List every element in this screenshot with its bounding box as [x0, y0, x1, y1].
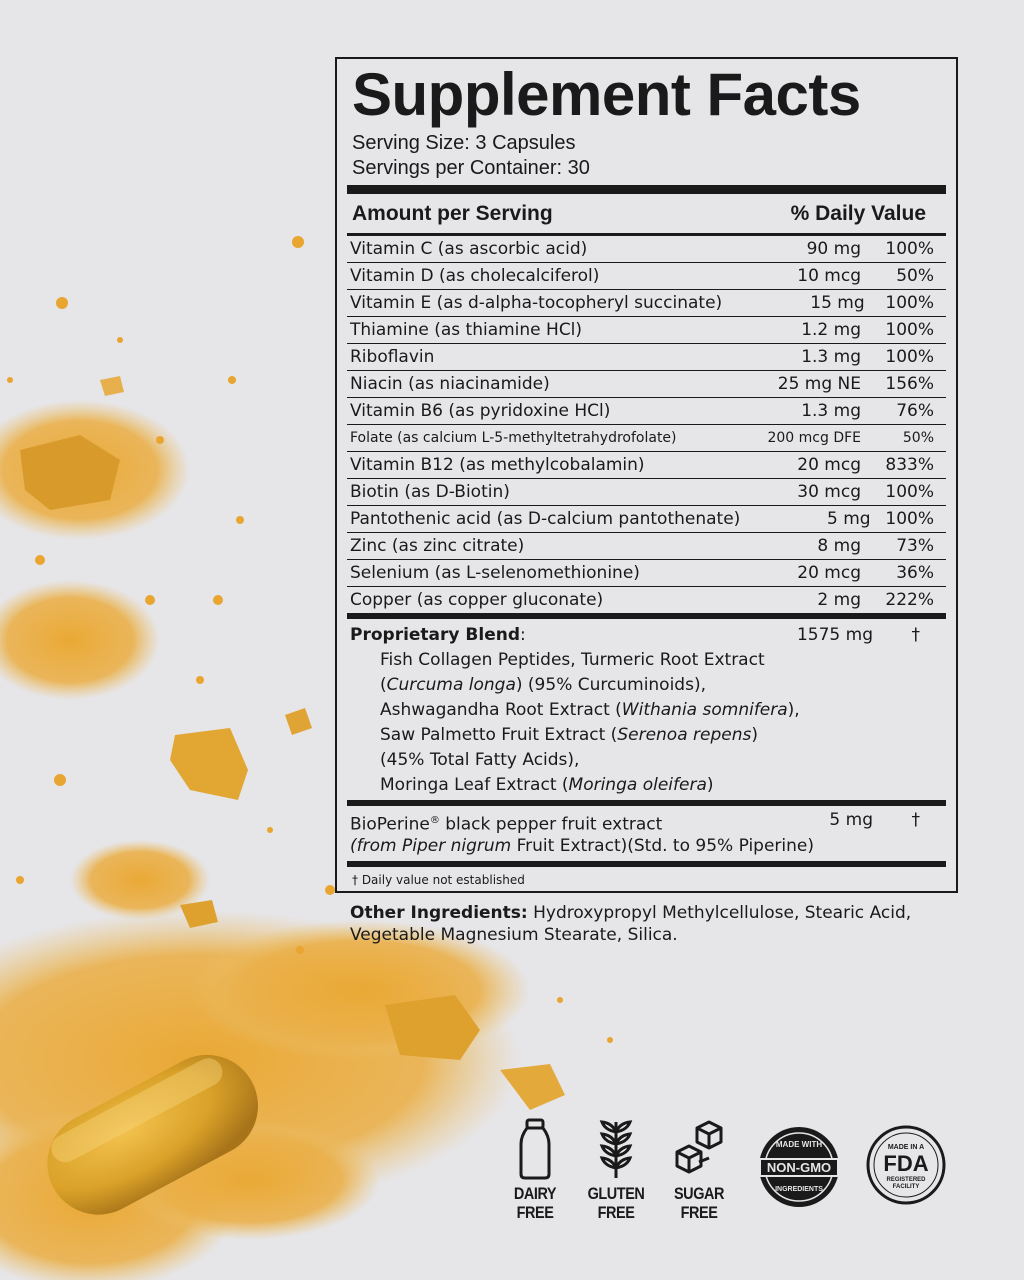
nutrient-row — [347, 506, 946, 533]
nutrient-row — [347, 425, 946, 452]
nutrient-name: Copper (as copper gluconate) — [350, 590, 604, 610]
nutrient-daily-value: 833% — [885, 455, 934, 475]
bioperine-amount: 5 mg — [829, 810, 873, 830]
supplement-facts-panel — [335, 57, 958, 893]
nutrient-name: Vitamin C (as ascorbic acid) — [350, 239, 588, 259]
divider-thick — [347, 185, 946, 194]
nutrient-amount: 10 mcg — [797, 266, 861, 286]
nutrient-daily-value: 50% — [902, 430, 934, 446]
svg-text:NON-GMO: NON-GMO — [766, 1160, 832, 1175]
svg-text:FACILITY: FACILITY — [892, 1184, 920, 1190]
proprietary-blend: Proprietary Blend: 1575 mg † Fish Collagen Peptides, Turmeric Root Extract (Curcuma longa) (95% Curcuminoids), Ashwagandha Root Extract (Withania somnifera), Saw Palmetto Fruit Extract (Serenoa repens) (45% Total Fatty Acids), Moringa Leaf Extract (Moringa oleifera) — [347, 619, 946, 800]
nutrient-row — [347, 560, 946, 587]
dairy-free-badge — [500, 1118, 570, 1222]
other-ingredients-label: Other Ingredients: — [350, 903, 528, 923]
nutrient-row — [347, 290, 946, 317]
nutrient-amount: 30 mcg — [797, 482, 861, 502]
nutrient-amount: 8 mg — [817, 536, 861, 556]
wheat-icon — [597, 1118, 635, 1180]
panel-title: Supplement Facts — [352, 61, 861, 128]
nutrient-name: Biotin (as D-Biotin) — [350, 482, 510, 502]
footnote: † Daily value not established — [352, 872, 525, 887]
nutrient-daily-value: 100% — [885, 482, 934, 502]
nutrient-amount: 1.3 mg — [801, 347, 861, 367]
nutrient-row — [347, 236, 946, 263]
nutrient-name: Niacin (as niacinamide) — [350, 374, 550, 394]
nutrient-row — [347, 371, 946, 398]
nutrient-name: Riboflavin — [350, 347, 435, 367]
header-daily-value: % Daily Value — [790, 201, 926, 225]
nutrient-name: Vitamin E (as d-alpha-tocopheryl succinate) — [350, 293, 723, 313]
nutrient-name: Thiamine (as thiamine HCl) — [350, 320, 583, 340]
bioperine-detail: (from Piper nigrum Fruit Extract)(Std. to 95% Piperine) — [350, 835, 815, 856]
header-amount: Amount per Serving — [352, 201, 553, 225]
nutrient-row — [347, 344, 946, 371]
nutrient-name: Vitamin B12 (as methylcobalamin) — [350, 455, 645, 475]
nutrient-daily-value: 100% — [885, 239, 934, 259]
nutrient-amount: 2 mg — [817, 590, 861, 610]
blend-dv: † — [911, 625, 920, 645]
nutrient-daily-value: 100% — [885, 509, 934, 529]
nutrient-row — [347, 533, 946, 560]
blend-ingredient-line: (45% Total Fatty Acids), — [380, 750, 580, 770]
nutrient-name: Folate (as calcium L-5-methyltetrahydrofolate) — [350, 430, 677, 446]
nutrient-daily-value: 100% — [885, 293, 934, 313]
nutrient-daily-value: 50% — [896, 266, 934, 286]
nutrient-amount: 1.3 mg — [801, 401, 861, 421]
nutrient-amount: 90 mg — [806, 239, 861, 259]
non-gmo-seal-icon — [757, 1125, 841, 1209]
svg-text:REGISTERED: REGISTERED — [886, 1177, 926, 1183]
nutrient-amount: 5 mg — [827, 509, 871, 529]
table-header — [347, 194, 946, 233]
svg-text:MADE WITH: MADE WITH — [775, 1140, 823, 1149]
bioperine-row: BioPerine® black pepper fruit extract 5 mg † (from Piper nigrum Fruit Extract)(Std. to 95% Piperine) — [347, 806, 946, 861]
nutrient-row — [347, 317, 946, 344]
gluten-free-badge — [581, 1118, 651, 1222]
nutrient-amount: 200 mcg DFE — [767, 430, 861, 446]
blend-ingredient-line: Saw Palmetto Fruit Extract (Serenoa repens) — [380, 725, 758, 745]
blend-label: Proprietary Blend — [350, 625, 520, 645]
nutrient-daily-value: 100% — [885, 347, 934, 367]
gluten-free-label: GLUTEN FREE — [587, 1184, 645, 1222]
nutrient-list — [347, 233, 946, 613]
milk-bottle-icon — [518, 1118, 552, 1180]
nutrient-daily-value: 100% — [885, 320, 934, 340]
nutrient-daily-value: 36% — [896, 563, 934, 583]
blend-ingredient-line: Fish Collagen Peptides, Turmeric Root Extract — [380, 650, 765, 670]
servings-per-container: Servings per Container: 30 — [352, 157, 590, 179]
nutrient-amount: 15 mg — [810, 293, 865, 313]
nutrient-amount: 20 mcg — [797, 455, 861, 475]
bioperine-dv: † — [911, 810, 920, 830]
other-ingredients-text: Hydroxypropyl Methylcellulose, Stearic Acid, Vegetable Magnesium Stearate, Silica. — [350, 903, 912, 945]
nutrient-row — [347, 263, 946, 290]
blend-ingredient-line: Ashwagandha Root Extract (Withania somnifera), — [380, 700, 800, 720]
nutrient-name: Selenium (as L-selenomethionine) — [350, 563, 640, 583]
nutrient-name: Pantothenic acid (as D-calcium pantothenate) — [350, 509, 741, 529]
nutrient-row — [347, 587, 946, 613]
other-ingredients — [350, 902, 950, 946]
nutrient-daily-value: 76% — [896, 401, 934, 421]
nutrient-row — [347, 452, 946, 479]
dairy-free-label: DAIRY FREE — [513, 1184, 557, 1222]
nutrient-daily-value: 73% — [896, 536, 934, 556]
svg-text:INGREDIENTS: INGREDIENTS — [775, 1186, 823, 1193]
sugar-free-badge — [664, 1118, 734, 1222]
blend-amount: 1575 mg — [796, 625, 873, 645]
nutrient-row — [347, 398, 946, 425]
nutrient-daily-value: 156% — [885, 374, 934, 394]
nutrient-row — [347, 479, 946, 506]
blend-ingredient-line: Moringa Leaf Extract (Moringa oleifera) — [380, 775, 714, 795]
nutrient-amount: 25 mg NE — [777, 374, 861, 394]
nutrient-name: Zinc (as zinc citrate) — [350, 536, 525, 556]
svg-text:FDA: FDA — [883, 1151, 929, 1176]
sugar-free-label: SUGAR FREE — [673, 1184, 725, 1222]
svg-text:MADE IN A: MADE IN A — [887, 1144, 925, 1151]
nutrient-daily-value: 222% — [885, 590, 934, 610]
serving-size: Serving Size: 3 Capsules — [352, 132, 576, 154]
blend-ingredient-line: (Curcuma longa) (95% Curcuminoids), — [380, 675, 706, 695]
nutrient-name: Vitamin B6 (as pyridoxine HCl) — [350, 401, 611, 421]
nutrient-name: Vitamin D (as cholecalciferol) — [350, 266, 600, 286]
fda-registered-seal-icon — [866, 1125, 946, 1205]
nutrient-amount: 20 mcg — [797, 563, 861, 583]
nutrient-amount: 1.2 mg — [801, 320, 861, 340]
sugar-cubes-icon — [675, 1118, 723, 1180]
